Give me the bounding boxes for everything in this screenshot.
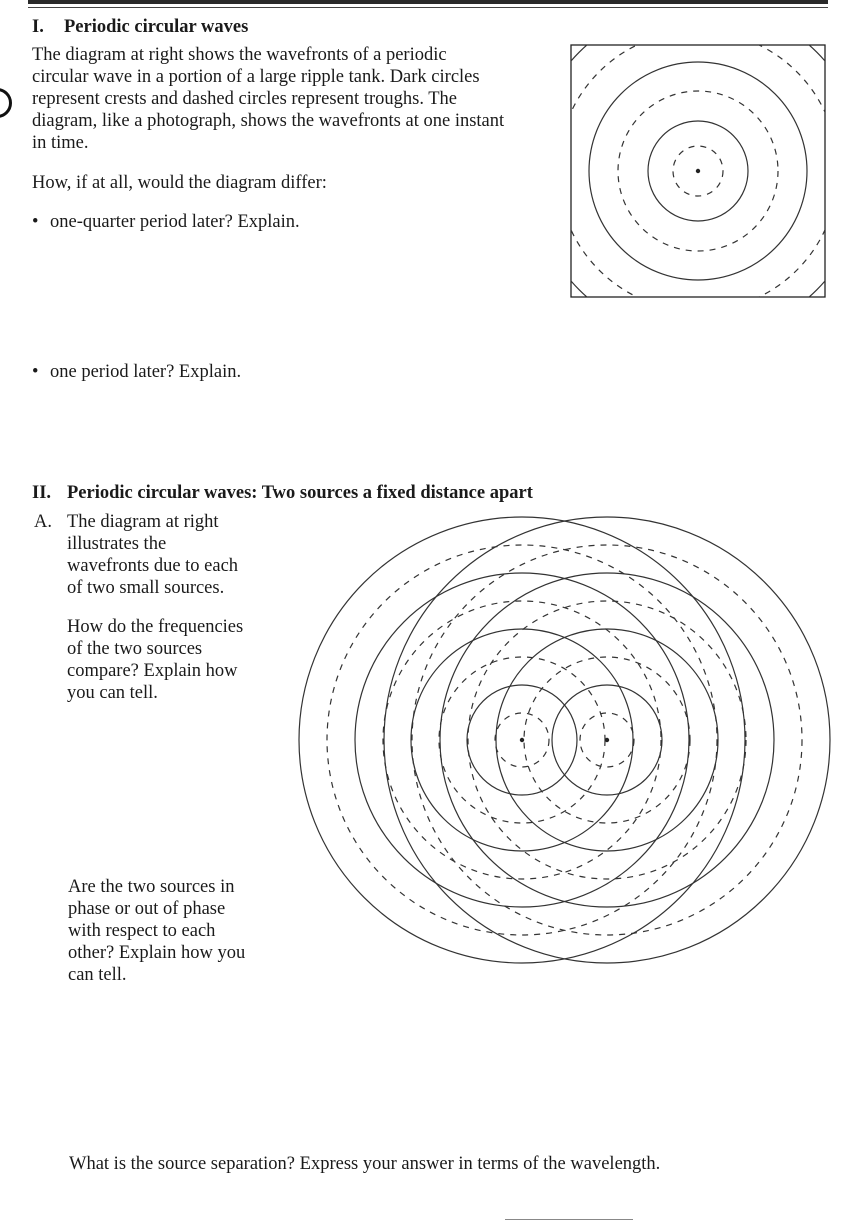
- single-source-diagram: [565, 40, 831, 302]
- section2-number: II.: [32, 483, 52, 503]
- section1-title: Periodic circular waves: [64, 17, 249, 37]
- intro-line-2: illustrates the: [67, 534, 167, 554]
- q2-line-2: phase or out of phase: [68, 899, 226, 919]
- intro-line-4: of two small sources.: [67, 578, 225, 598]
- q2-line-4: other? Explain how you: [68, 943, 246, 963]
- section1-line-3: represent crests and dashed circles represent troughs. The: [32, 89, 457, 109]
- bottom-rule: [505, 1219, 633, 1220]
- q3-separation: What is the source separation? Express your answer in terms of the wavelength.: [69, 1154, 661, 1174]
- intro-line-1: The diagram at right: [67, 512, 219, 532]
- section1-question: How, if at all, would the diagram differ:: [32, 173, 327, 193]
- left-source-point: [520, 738, 524, 742]
- intro-line-3: wavefronts due to each: [67, 556, 239, 576]
- section1-line-5: in time.: [32, 133, 89, 153]
- section1-line-1: The diagram at right shows the wavefronts of a periodic: [32, 45, 447, 65]
- top-rule-thin: [28, 7, 828, 8]
- q1-line-1: How do the frequencies: [67, 617, 244, 637]
- q1-line-2: of the two sources: [67, 639, 203, 659]
- q2-line-3: with respect to each: [68, 921, 216, 941]
- section1-line-4: diagram, like a photograph, shows the wavefronts at one instant: [32, 111, 505, 131]
- source-point: [696, 169, 700, 173]
- q2-line-1: Are the two sources in: [68, 877, 235, 897]
- q1-line-3: compare? Explain how: [67, 661, 238, 681]
- binder-hole-mark: [0, 88, 12, 118]
- q2-line-5: can tell.: [68, 965, 127, 985]
- bullet-quarter-period: • one-quarter period later? Explain.: [50, 211, 300, 233]
- q1-line-4: you can tell.: [67, 683, 158, 703]
- part-a-label: A.: [34, 512, 52, 532]
- section1-number: I.: [32, 17, 44, 37]
- right-source-point: [605, 738, 609, 742]
- top-rule: [28, 0, 828, 4]
- two-source-diagram: [290, 505, 840, 975]
- section2-title: Periodic circular waves: Two sources a fixed distance apart: [67, 483, 533, 503]
- section1-line-2: circular wave in a portion of a large ripple tank. Dark circles: [32, 67, 480, 87]
- bullet-one-period: • one period later? Explain.: [50, 361, 241, 383]
